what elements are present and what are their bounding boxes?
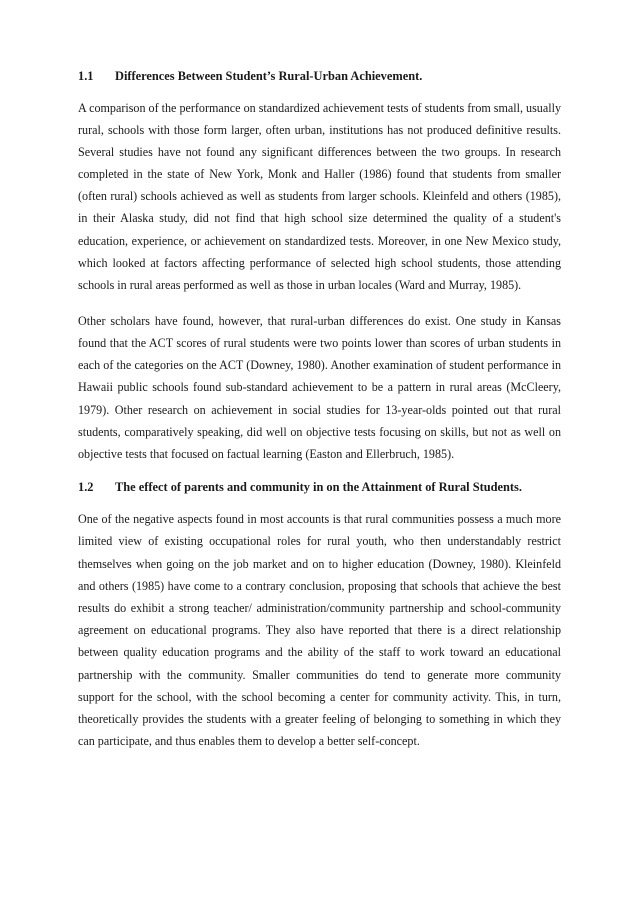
section-number: 1.2 — [78, 480, 94, 495]
section-number: 1.1 — [78, 69, 94, 83]
section-title: Differences Between Student’s Rural-Urban Achievement. — [115, 69, 423, 83]
paragraph-2: Other scholars have found, however, that rural-urban differences do exist. One study in Kansas found that the ACT scores of rural students were two points lower than scores of urban students in each of the categories on the ACT (Downey, 1980). Another examination of student performance in Hawaii public schools found sub-standard achievement to be a pattern in rural areas (McCleery, 1979). Other research on achievement in social studies for 13-year-olds pointed out that rural students, comparatively speaking, did well on objective tests focusing on skills, but not as well on objective tests that focused on factual learning (Easton and Ellerbruch, 1985). — [78, 313, 561, 462]
document-page — [78, 68, 561, 767]
paragraph-1: A comparison of the performance on standardized achievement tests of students from small, usually rural, schools with those form larger, often urban, institutions has not produced definitive results. Several studies have not found any significant differences between the two groups. In research completed in the state of New York, Monk and Haller (1986) found that students from smaller (often rural) schools achieved as well as students from larger schools. Kleinfeld and others (1985), in their Alaska study, did not find that high school size determined the quality of a student's education, experience, or achievement on standardized tests. Moreover, in one New Mexico study, which looked at factors affecting performance of selected high school students, those attending schools in rural areas performed as well as those in urban locales (Ward and Murray, 1985). — [78, 101, 561, 292]
section-heading-1-2 — [78, 479, 561, 495]
paragraph-3: One of the negative aspects found in most accounts is that rural communities possess a much more limited view of existing occupational roles for rural youth, who then understandably restrict themselves when going on the job market and on to higher education (Downey, 1980). Kleinfeld and others (1985) have come to a contrary conclusion, proposing that schools that achieve the best results do exhibit a strong teacher/ administration/community partnership and school-community agreement on educational programs. They also have reported that there is a direct relationship between quality education programs and the ability of the staff to work toward an educational partnership with the community. Smaller communities do tend to generate more community support for the school, with the school becoming a center for community activity. This, in turn, theoretically provides the students with a greater feeling of belonging to something in which they can participate, and thus enables them to develop a better self-concept. — [78, 512, 561, 749]
section-heading-1-1 — [78, 68, 561, 84]
section-title: The effect of parents and community in on the Attainment of Rural Students. — [115, 480, 522, 495]
